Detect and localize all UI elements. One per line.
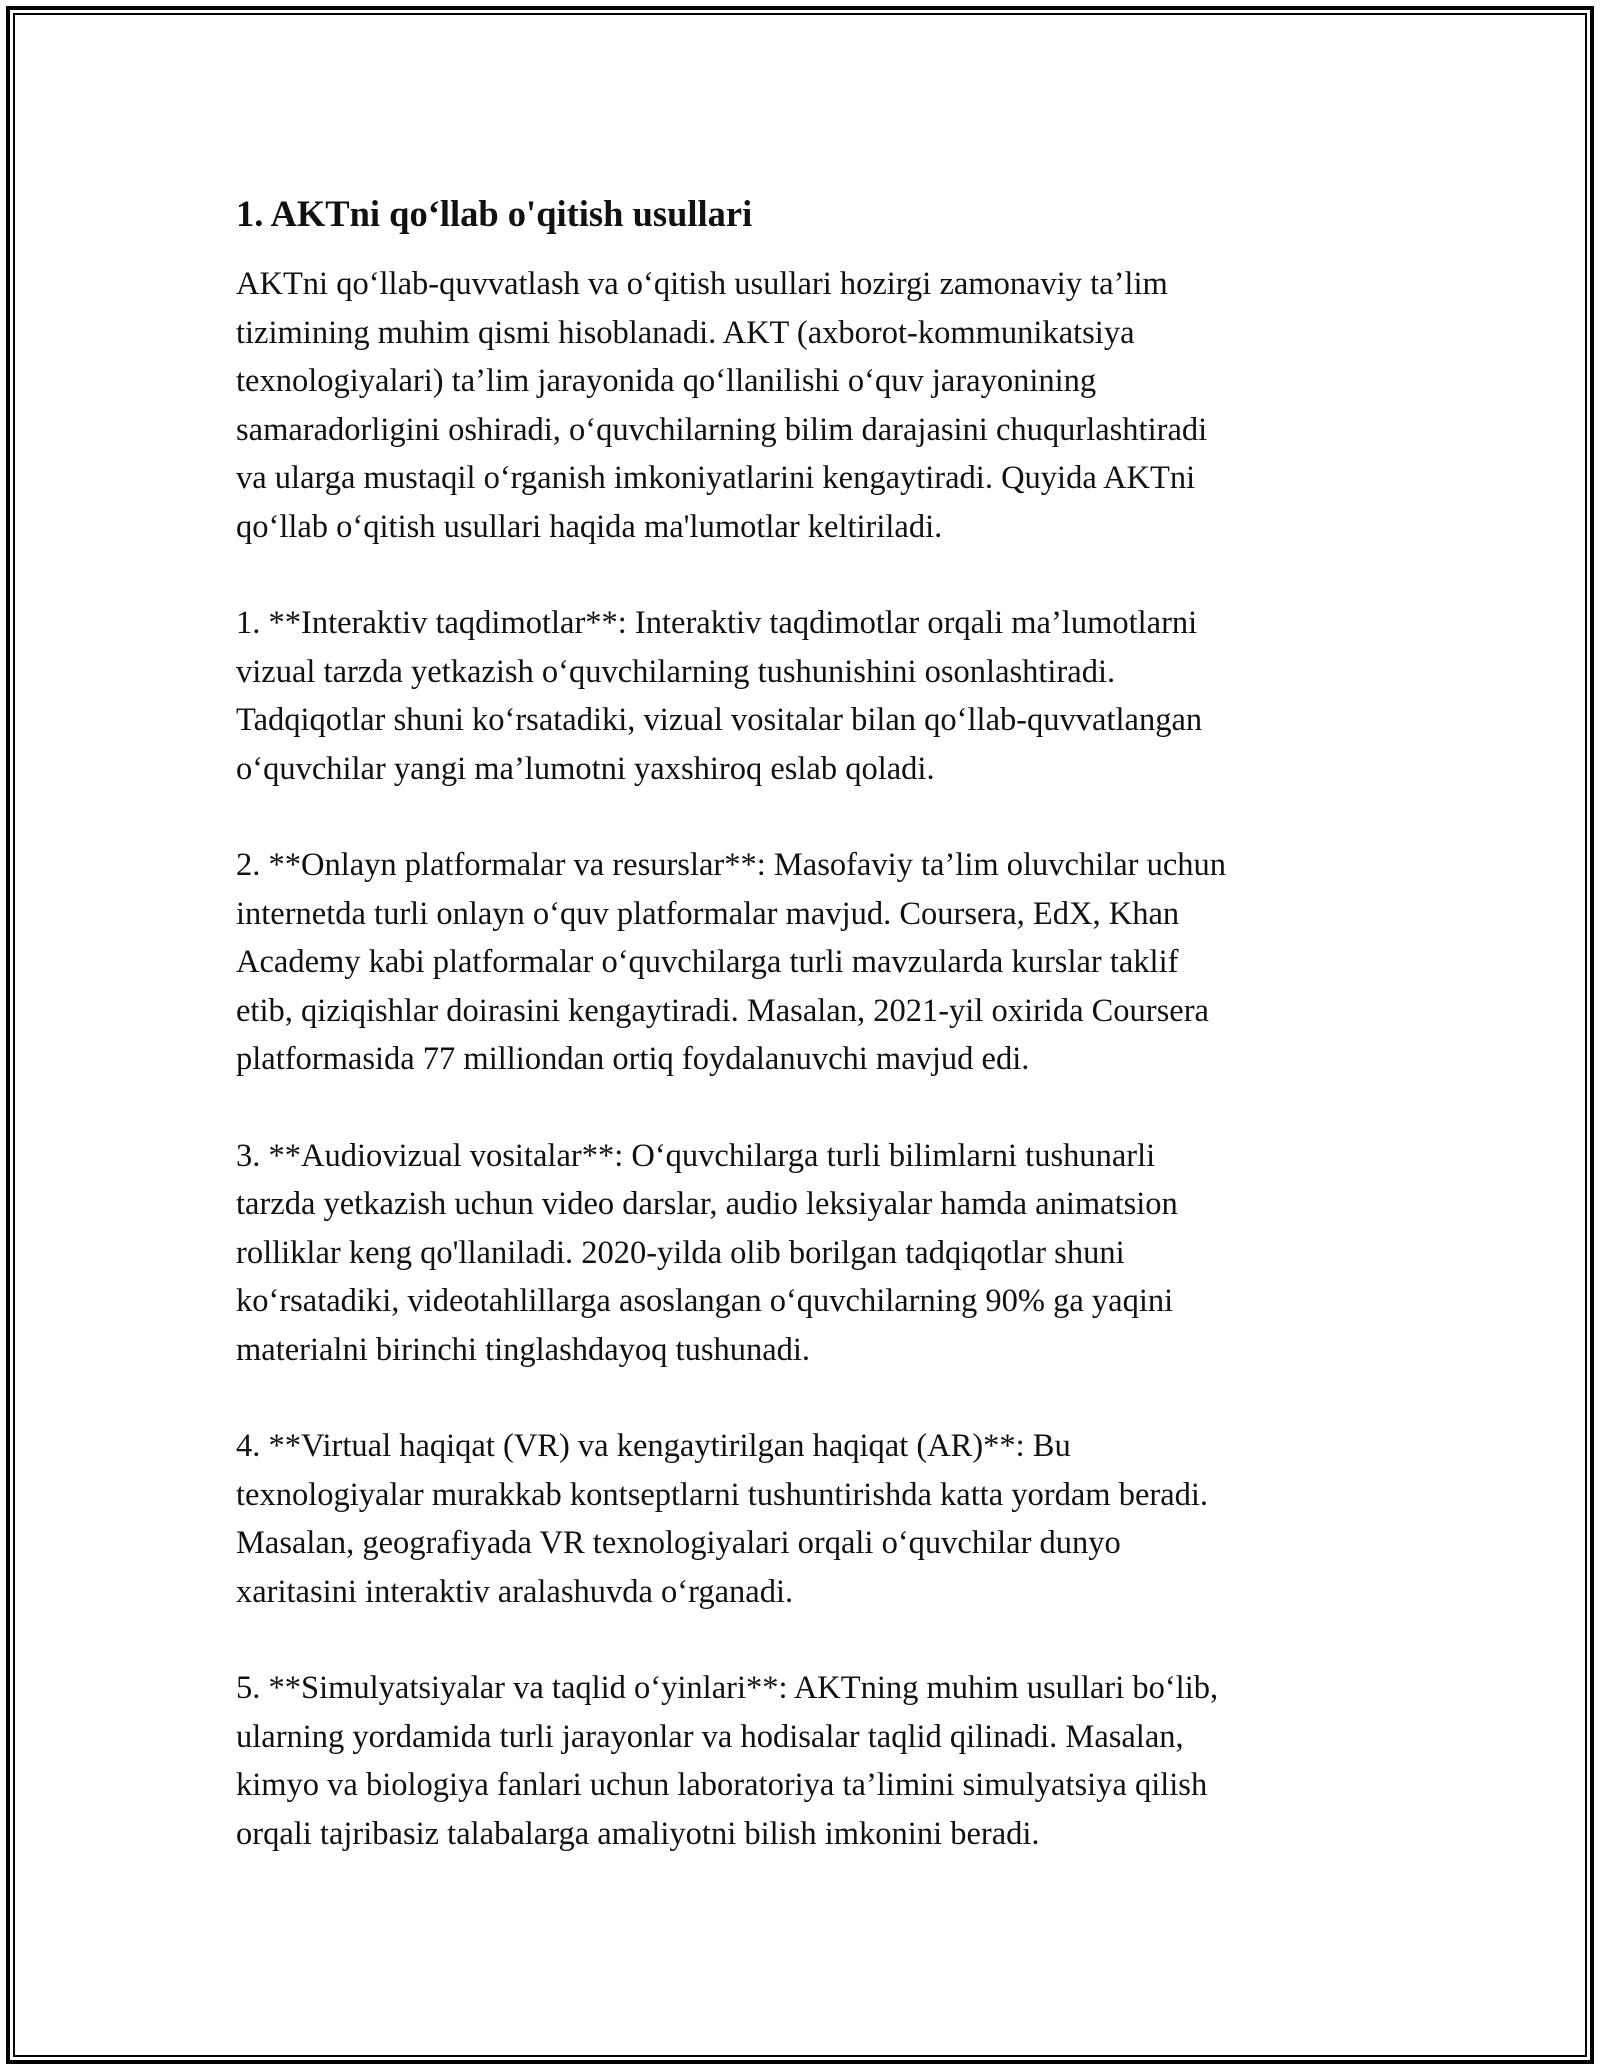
text-line: kimyo va biologiya fanlari uchun laboratoriya ta’limini simulyatsiya qilish xyxy=(236,1767,1208,1803)
text-line: texnologiyalar murakkab kontseptlarni tushuntirishda katta yordam beradi. xyxy=(236,1476,1209,1513)
text-line: xaritasini interaktiv aralashuvda o‘rganadi. xyxy=(236,1573,794,1610)
document-page xyxy=(236,188,1376,1906)
text-line: o‘quvchilar yangi ma’lumotni yaxshiroq eslab qoladi. xyxy=(236,750,935,787)
text-line: platformasida 77 milliondan ortiq foydalanuvchi mavjud edi. xyxy=(236,1041,1030,1077)
text-line: materialni birinchi tinglashdayoq tushunadi. xyxy=(236,1331,811,1368)
text-line: texnologiyalari) ta’lim jarayonida qo‘llanilishi o‘quv jarayonining xyxy=(236,363,1097,399)
text-line: 1. **Interaktiv taqdimotlar**: Interaktiv taqdimotlar orqali ma’lumotlarni xyxy=(236,605,1198,641)
text-line: 4. **Virtual haqiqat (VR) va kengaytirilgan haqiqat (AR)**: Bu xyxy=(236,1428,1071,1464)
text-line: internetda turli onlayn o‘quv platformalar mavjud. Coursera, EdX, Khan xyxy=(236,895,1180,932)
text-line: 3. **Audiovizual vositalar**: O‘quvchilarga turli bilimlarni tushunarli xyxy=(236,1137,1156,1174)
list-item-paragraph xyxy=(236,1422,1376,1616)
text-line: samaradorligini oshiradi, o‘quvchilarning bilim darajasini chuqurlashtiradi xyxy=(236,411,1208,448)
text-line: qo‘llab o‘qitish usullari haqida ma'lumotlar keltiriladi. xyxy=(236,508,943,545)
list-item-paragraph xyxy=(236,1664,1376,1858)
text-line: ularning yordamida turli jarayonlar va hodisalar taqlid qilinadi. Masalan, xyxy=(236,1718,1184,1755)
text-line: rolliklar keng qo'llaniladi. 2020-yilda olib borilgan tadqiqotlar shuni xyxy=(236,1234,1125,1271)
text-line: tarzda yetkazish uchun video darslar, audio leksiyalar hamda animatsion xyxy=(236,1186,1178,1222)
text-line: 2. **Onlayn platformalar va resurslar**: Masofaviy ta’lim oluvchilar uchun xyxy=(236,847,1227,883)
text-line: 5. **Simulyatsiyalar va taqlid o‘yinlari**: AKTning muhim usullari bo‘lib, xyxy=(236,1670,1219,1706)
text-line: tizimining muhim qismi hisoblanadi. AKT (axborot-kommunikatsiya xyxy=(236,314,1135,351)
text-line: orqali tajribasiz talabalarga amaliyotni bilish imkonini beradi. xyxy=(236,1815,1040,1852)
document-title: 1. AKTni qo‘llab o'qitish usullari xyxy=(236,193,753,234)
text-line: va ularga mustaqil o‘rganish imkoniyatlarini kengaytiradi. Quyida AKTni xyxy=(236,460,1196,496)
list-item-paragraph xyxy=(236,599,1376,793)
list-item-paragraph xyxy=(236,841,1376,1084)
text-line: AKTni qo‘llab-quvvatlash va o‘qitish usullari hozirgi zamonaviy ta’lim xyxy=(236,266,1168,302)
text-line: ko‘rsatadiki, videotahlillarga asoslangan o‘quvchilarning 90% ga yaqini xyxy=(236,1283,1174,1319)
intro-paragraph xyxy=(236,260,1376,551)
text-line: vizual tarzda yetkazish o‘quvchilarning tushunishini osonlashtiradi. xyxy=(236,653,1116,690)
text-line: Academy kabi platformalar o‘quvchilarga turli mavzularda kurslar taklif xyxy=(236,944,1179,980)
text-line: etib, qiziqishlar doirasini kengaytiradi. Masalan, 2021-yil oxirida Coursera xyxy=(236,992,1209,1029)
text-line: Tadqiqotlar shuni ko‘rsatadiki, vizual vositalar bilan qo‘llab-quvvatlangan xyxy=(236,702,1203,738)
list-item-paragraph xyxy=(236,1132,1376,1375)
text-line: Masalan, geografiyada VR texnologiyalari orqali o‘quvchilar dunyo xyxy=(236,1525,1121,1561)
